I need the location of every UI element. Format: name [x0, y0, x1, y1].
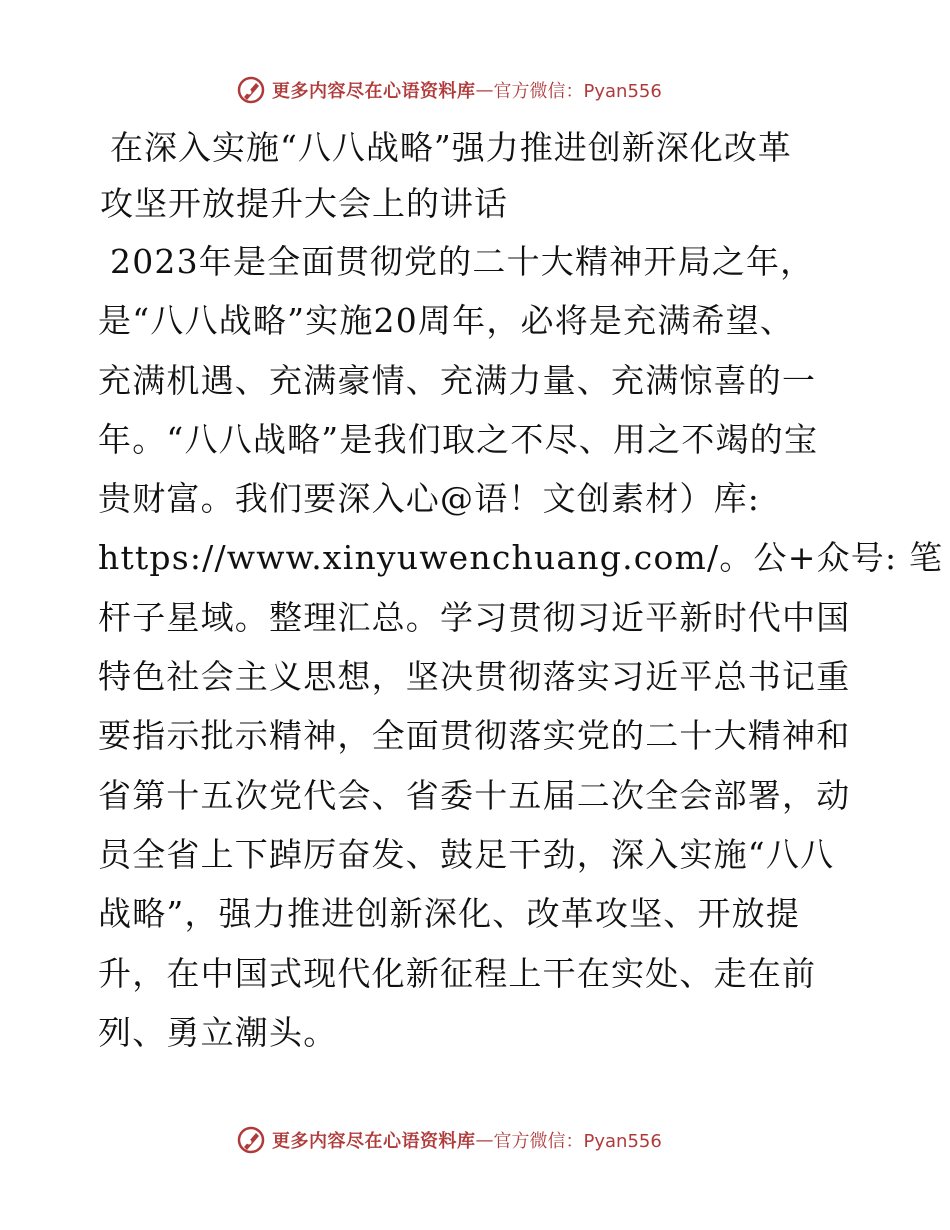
pen-logo-icon: [236, 75, 266, 105]
body-line: 战略”，强力推进创新深化、改革攻坚、开放提: [98, 894, 801, 934]
banner-content: [236, 1120, 662, 1160]
pen-logo-icon: [236, 1125, 266, 1155]
body-line: 省第十五次党代会、省委十五届二次全会部署，动: [98, 775, 851, 815]
body-line: 2023年是全面贯彻党的二十大精神开局之年，: [110, 242, 815, 281]
banner-dash: —: [475, 79, 494, 101]
banner-dash: —: [475, 1129, 494, 1151]
body-line: 特色社会主义思想，坚决贯彻落实习近平总书记重: [98, 657, 851, 697]
title-line: 攻坚开放提升大会上的讲话: [100, 184, 508, 223]
body-link-line[interactable]: https://www.xinyuwenchuang.com/。公+众号: 笔: [98, 538, 944, 578]
body-line: 杆子星域。整理汇总。学习贯彻习近平新时代中国: [98, 597, 851, 637]
title-line: 在深入实施“八八战略”强力推进创新深化改革: [110, 128, 792, 167]
banner-main-text: 更多内容尽在心语资料库: [272, 1131, 476, 1152]
banner-wechat-text: 官方微信：Pyan556: [493, 1131, 662, 1152]
footer-banner: [0, 1120, 950, 1160]
body-line: 升，在中国式现代化新征程上干在实处、走在前: [98, 953, 817, 993]
document-body: [98, 232, 944, 1062]
body-line: 充满机遇、充满豪情、充满力量、充满惊喜的一: [98, 360, 817, 400]
banner-main-text: 更多内容尽在心语资料库: [272, 81, 476, 102]
body-line: 员全省上下踔厉奋发、鼓足干劲，深入实施“八八: [98, 834, 835, 874]
body-line: 年。“八八战略”是我们取之不尽、用之不竭的宝: [98, 419, 819, 459]
body-line: 是“八八战略”实施20周年，必将是充满希望、: [98, 301, 795, 341]
document-title: [100, 120, 860, 232]
body-line: 贵财富。我们要深入心@语！文创素材）库:: [98, 479, 761, 519]
body-line: 要指示批示精神，全面贯彻落实党的二十大精神和: [98, 716, 851, 756]
header-banner: [0, 70, 950, 110]
banner-wechat-text: 官方微信：Pyan556: [493, 81, 662, 102]
body-line: 列、勇立潮头。: [98, 1012, 338, 1052]
banner-content: [236, 70, 662, 110]
